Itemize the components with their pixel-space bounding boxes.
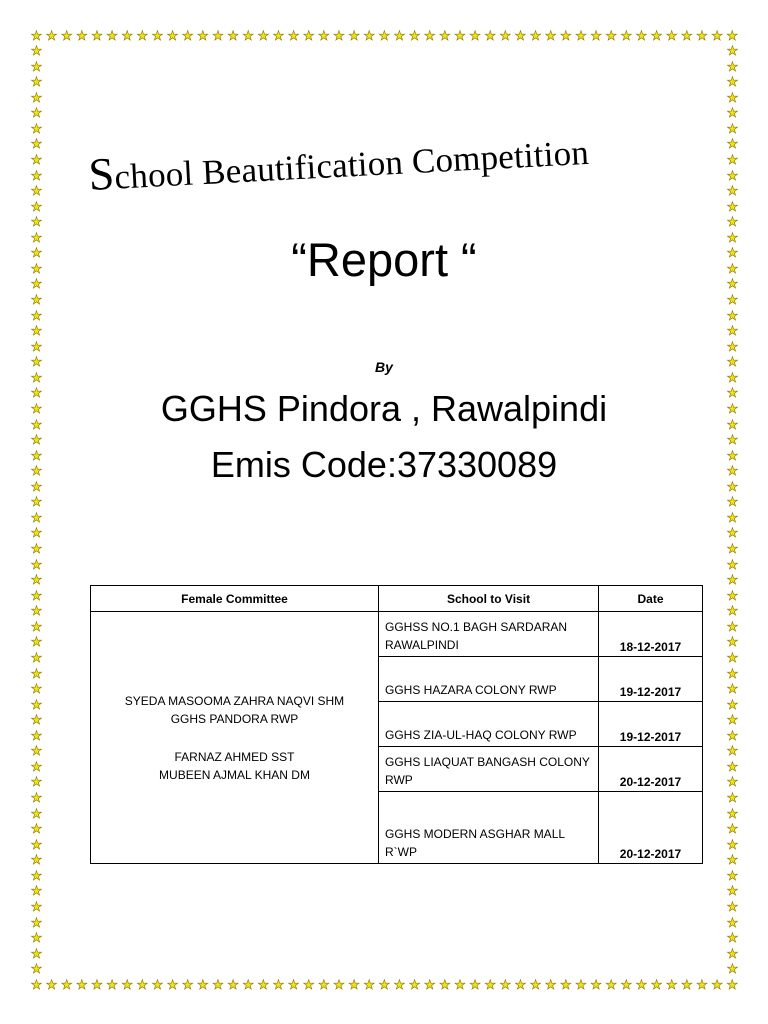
header-date: Date: [599, 586, 703, 612]
star-icon: ★: [378, 28, 391, 43]
star-icon: ★: [181, 28, 194, 43]
star-icon: ★: [665, 977, 678, 992]
report-heading: “Report “: [291, 233, 477, 286]
star-icon: ★: [726, 821, 739, 837]
star-icon: ★: [30, 556, 43, 572]
star-icon: ★: [469, 28, 481, 43]
star-icon: ★: [30, 945, 43, 961]
star-icon: ★: [423, 977, 436, 992]
star-icon: ★: [439, 977, 451, 992]
star-icon: ★: [726, 852, 739, 868]
star-icon: ★: [30, 214, 43, 230]
star-icon: ★: [726, 432, 739, 448]
school-to-visit-cell: GGHS MODERN ASGHAR MALL R`WP: [379, 792, 599, 864]
star-icon: ★: [30, 727, 43, 743]
star-icon: ★: [60, 977, 73, 992]
star-icon: ★: [726, 898, 739, 914]
star-icon: ★: [30, 276, 43, 292]
star-icon: ★: [726, 307, 739, 323]
star-icon: ★: [30, 805, 43, 821]
star-icon: ★: [393, 977, 406, 992]
star-icon: ★: [681, 977, 693, 992]
star-icon: ★: [30, 323, 43, 339]
star-icon: ★: [30, 354, 43, 370]
star-icon: ★: [30, 198, 43, 214]
star-icon: ★: [605, 977, 618, 992]
star-icon: ★: [106, 28, 118, 43]
star-icon: ★: [726, 649, 739, 665]
star-icon: ★: [650, 28, 663, 43]
date-cell: 20-12-2017: [599, 792, 703, 864]
star-icon: ★: [30, 914, 43, 930]
date-cell: 18-12-2017: [599, 612, 703, 657]
star-icon: ★: [726, 556, 739, 572]
star-icon: ★: [726, 494, 739, 510]
star-icon: ★: [348, 977, 360, 992]
school-to-visit-cell: GGHS ZIA-UL-HAQ COLONY RWP: [379, 702, 599, 747]
star-icon: ★: [30, 634, 43, 650]
star-icon: ★: [30, 790, 43, 805]
star-icon: ★: [726, 774, 739, 790]
star-icon: ★: [363, 28, 376, 43]
star-icon: ★: [726, 977, 739, 992]
committee-member: MUBEEN AJMAL KHAN DM: [159, 767, 310, 782]
star-icon: ★: [318, 28, 330, 43]
star-icon: ★: [30, 587, 43, 603]
star-icon: ★: [333, 977, 345, 992]
star-border-top: [30, 29, 739, 42]
star-icon: ★: [726, 712, 739, 728]
date-cell: 20-12-2017: [599, 747, 703, 792]
star-icon: ★: [76, 28, 88, 43]
star-icon: ★: [726, 727, 739, 743]
star-icon: ★: [45, 977, 58, 992]
star-icon: ★: [30, 961, 43, 977]
school-to-visit-cell: GGHS HAZARA COLONY RWP: [379, 657, 599, 702]
star-icon: ★: [560, 28, 572, 43]
star-icon: ★: [30, 369, 43, 385]
star-icon: ★: [212, 977, 224, 992]
star-icon: ★: [30, 509, 43, 525]
star-icon: ★: [423, 28, 436, 43]
star-border-bottom: [30, 978, 739, 991]
star-icon: ★: [30, 74, 43, 90]
star-icon: ★: [378, 977, 391, 992]
star-icon: ★: [287, 977, 300, 992]
star-icon: ★: [529, 977, 542, 992]
star-icon: ★: [30, 120, 43, 136]
star-icon: ★: [121, 977, 134, 992]
star-icon: ★: [726, 945, 739, 961]
star-icon: ★: [726, 509, 739, 525]
star-icon: ★: [726, 385, 739, 401]
star-icon: ★: [726, 58, 739, 74]
star-icon: ★: [408, 28, 421, 43]
star-icon: ★: [726, 758, 739, 774]
star-icon: ★: [726, 229, 739, 245]
star-icon: ★: [726, 743, 739, 759]
star-icon: ★: [529, 28, 542, 43]
star-icon: ★: [363, 977, 376, 992]
star-icon: ★: [30, 463, 43, 479]
star-icon: ★: [348, 28, 360, 43]
star-icon: ★: [272, 28, 285, 43]
star-icon: ★: [30, 774, 43, 790]
star-icon: ★: [30, 183, 43, 199]
star-icon: ★: [393, 28, 406, 43]
star-icon: ★: [30, 898, 43, 914]
star-icon: ★: [726, 416, 739, 432]
star-icon: ★: [30, 836, 43, 852]
star-icon: ★: [696, 977, 708, 992]
star-icon: ★: [60, 28, 73, 43]
star-icon: ★: [166, 977, 179, 992]
star-icon: ★: [212, 28, 224, 43]
star-icon: ★: [544, 977, 557, 992]
table-header-row: [91, 586, 703, 612]
star-icon: ★: [136, 977, 149, 992]
star-icon: ★: [121, 28, 134, 43]
star-icon: ★: [726, 74, 739, 90]
star-icon: ★: [30, 432, 43, 448]
star-icon: ★: [726, 28, 739, 43]
star-icon: ★: [454, 977, 466, 992]
star-icon: ★: [726, 151, 739, 167]
star-icon: ★: [30, 229, 43, 245]
star-icon: ★: [726, 478, 739, 494]
school-name: GGHS Pindora , Rawalpindi: [160, 388, 608, 429]
star-icon: ★: [726, 790, 739, 805]
committee-member: FARNAZ AHMED SST: [174, 749, 295, 764]
header-female-committee: Female Committee: [91, 586, 379, 612]
star-icon: ★: [454, 28, 466, 43]
star-icon: ★: [726, 525, 739, 541]
star-icon: ★: [726, 463, 739, 479]
star-icon: ★: [726, 914, 739, 930]
header-school-to-visit: School to Visit: [379, 586, 599, 612]
star-icon: ★: [181, 977, 194, 992]
star-icon: ★: [30, 58, 43, 74]
star-icon: ★: [136, 28, 149, 43]
star-icon: ★: [45, 28, 58, 43]
star-icon: ★: [726, 805, 739, 821]
star-icon: ★: [302, 28, 315, 43]
star-icon: ★: [514, 28, 527, 43]
star-icon: ★: [726, 43, 739, 58]
star-icon: ★: [30, 743, 43, 759]
star-icon: ★: [151, 28, 164, 43]
star-icon: ★: [76, 977, 88, 992]
star-icon: ★: [726, 883, 739, 899]
date-cell: 19-12-2017: [599, 657, 703, 702]
star-icon: ★: [30, 385, 43, 401]
star-icon: ★: [590, 28, 602, 43]
star-icon: ★: [620, 28, 633, 43]
star-icon: ★: [30, 572, 43, 588]
star-icon: ★: [575, 28, 587, 43]
committee-member: [97, 728, 372, 748]
star-icon: ★: [408, 977, 421, 992]
star-border-right: [726, 44, 739, 976]
star-icon: ★: [318, 977, 330, 992]
star-icon: ★: [166, 28, 179, 43]
star-icon: ★: [484, 28, 497, 43]
star-icon: ★: [726, 354, 739, 370]
star-icon: ★: [30, 416, 43, 432]
star-icon: ★: [30, 447, 43, 463]
school-to-visit-cell: GGHSS NO.1 BAGH SARDARAN RAWALPINDI: [379, 612, 599, 657]
title-first-letter: S: [87, 147, 116, 201]
star-icon: ★: [726, 681, 739, 697]
star-icon: ★: [30, 525, 43, 541]
star-icon: ★: [726, 89, 739, 105]
committee-members-cell: [91, 612, 379, 864]
table-row: [91, 612, 703, 657]
star-icon: ★: [726, 634, 739, 650]
committee-member: GGHS PANDORA RWP: [170, 711, 299, 726]
star-icon: ★: [635, 977, 648, 992]
star-icon: ★: [590, 977, 602, 992]
star-icon: ★: [711, 28, 723, 43]
star-icon: ★: [30, 867, 43, 883]
emis-code: Emis Code:37330089: [210, 444, 558, 485]
star-icon: ★: [726, 369, 739, 385]
star-icon: ★: [30, 43, 43, 58]
star-icon: ★: [726, 260, 739, 276]
star-icon: ★: [30, 821, 43, 837]
star-icon: ★: [499, 28, 512, 43]
star-icon: ★: [726, 245, 739, 261]
star-icon: ★: [30, 338, 43, 354]
star-icon: ★: [30, 89, 43, 105]
star-icon: ★: [726, 323, 739, 339]
star-icon: ★: [30, 712, 43, 728]
star-icon: ★: [227, 28, 239, 43]
star-icon: ★: [333, 28, 345, 43]
star-icon: ★: [30, 307, 43, 323]
star-icon: ★: [726, 696, 739, 712]
date-cell: 19-12-2017: [599, 702, 703, 747]
document-title: [87, 122, 590, 201]
star-icon: ★: [726, 167, 739, 183]
star-icon: ★: [242, 977, 255, 992]
star-icon: ★: [726, 572, 739, 588]
star-icon: ★: [726, 183, 739, 199]
star-icon: ★: [726, 292, 739, 307]
star-icon: ★: [242, 28, 255, 43]
title-rest: chool Beautification Competition: [113, 132, 590, 197]
star-icon: ★: [91, 28, 103, 43]
star-icon: ★: [681, 28, 693, 43]
committee-member: SYEDA MASOOMA ZAHRA NAQVI SHM: [124, 693, 345, 708]
star-icon: ★: [30, 696, 43, 712]
star-icon: ★: [726, 120, 739, 136]
star-icon: ★: [605, 28, 618, 43]
star-border-left: [30, 44, 43, 976]
star-icon: ★: [30, 883, 43, 899]
star-icon: ★: [30, 930, 43, 946]
star-icon: ★: [726, 867, 739, 883]
star-icon: ★: [197, 28, 209, 43]
star-icon: ★: [726, 136, 739, 152]
star-icon: ★: [30, 292, 43, 307]
star-icon: ★: [30, 665, 43, 681]
star-icon: ★: [30, 28, 43, 43]
star-icon: ★: [30, 167, 43, 183]
star-icon: ★: [30, 852, 43, 868]
star-icon: ★: [726, 665, 739, 681]
star-icon: ★: [726, 214, 739, 230]
committee-table: [90, 585, 703, 864]
star-icon: ★: [726, 276, 739, 292]
star-icon: ★: [635, 28, 648, 43]
star-icon: ★: [30, 977, 43, 992]
star-icon: ★: [726, 400, 739, 416]
star-icon: ★: [151, 977, 164, 992]
star-icon: ★: [499, 977, 512, 992]
title-block: [80, 132, 680, 208]
star-icon: ★: [106, 977, 118, 992]
star-icon: ★: [514, 977, 527, 992]
star-icon: ★: [30, 649, 43, 665]
star-icon: ★: [726, 603, 739, 619]
star-icon: ★: [30, 494, 43, 510]
star-icon: ★: [30, 681, 43, 697]
star-icon: ★: [711, 977, 723, 992]
star-icon: ★: [30, 260, 43, 276]
star-icon: ★: [650, 977, 663, 992]
star-icon: ★: [726, 587, 739, 603]
star-icon: ★: [620, 977, 633, 992]
star-icon: ★: [30, 400, 43, 416]
star-icon: ★: [30, 758, 43, 774]
star-icon: ★: [257, 28, 270, 43]
star-icon: ★: [30, 478, 43, 494]
star-icon: ★: [30, 136, 43, 152]
star-icon: ★: [696, 28, 708, 43]
star-icon: ★: [30, 105, 43, 121]
star-icon: ★: [302, 977, 315, 992]
star-icon: ★: [726, 105, 739, 121]
star-icon: ★: [272, 977, 285, 992]
star-icon: ★: [30, 541, 43, 556]
star-icon: ★: [91, 977, 103, 992]
star-icon: ★: [544, 28, 557, 43]
star-icon: ★: [560, 977, 572, 992]
star-icon: ★: [197, 977, 209, 992]
star-icon: ★: [30, 151, 43, 167]
star-icon: ★: [439, 28, 451, 43]
star-icon: ★: [726, 930, 739, 946]
star-icon: ★: [726, 961, 739, 977]
by-label: By: [375, 359, 393, 375]
star-icon: ★: [726, 836, 739, 852]
school-to-visit-cell: GGHS LIAQUAT BANGASH COLONY RWP: [379, 747, 599, 792]
star-icon: ★: [726, 338, 739, 354]
star-icon: ★: [575, 977, 587, 992]
star-icon: ★: [665, 28, 678, 43]
star-icon: ★: [30, 618, 43, 634]
star-icon: ★: [469, 977, 481, 992]
star-icon: ★: [30, 245, 43, 261]
star-icon: ★: [287, 28, 300, 43]
star-icon: ★: [227, 977, 239, 992]
star-icon: ★: [30, 603, 43, 619]
star-icon: ★: [726, 447, 739, 463]
star-icon: ★: [726, 198, 739, 214]
star-icon: ★: [484, 977, 497, 992]
star-icon: ★: [257, 977, 270, 992]
star-icon: ★: [726, 618, 739, 634]
star-icon: ★: [726, 541, 739, 556]
